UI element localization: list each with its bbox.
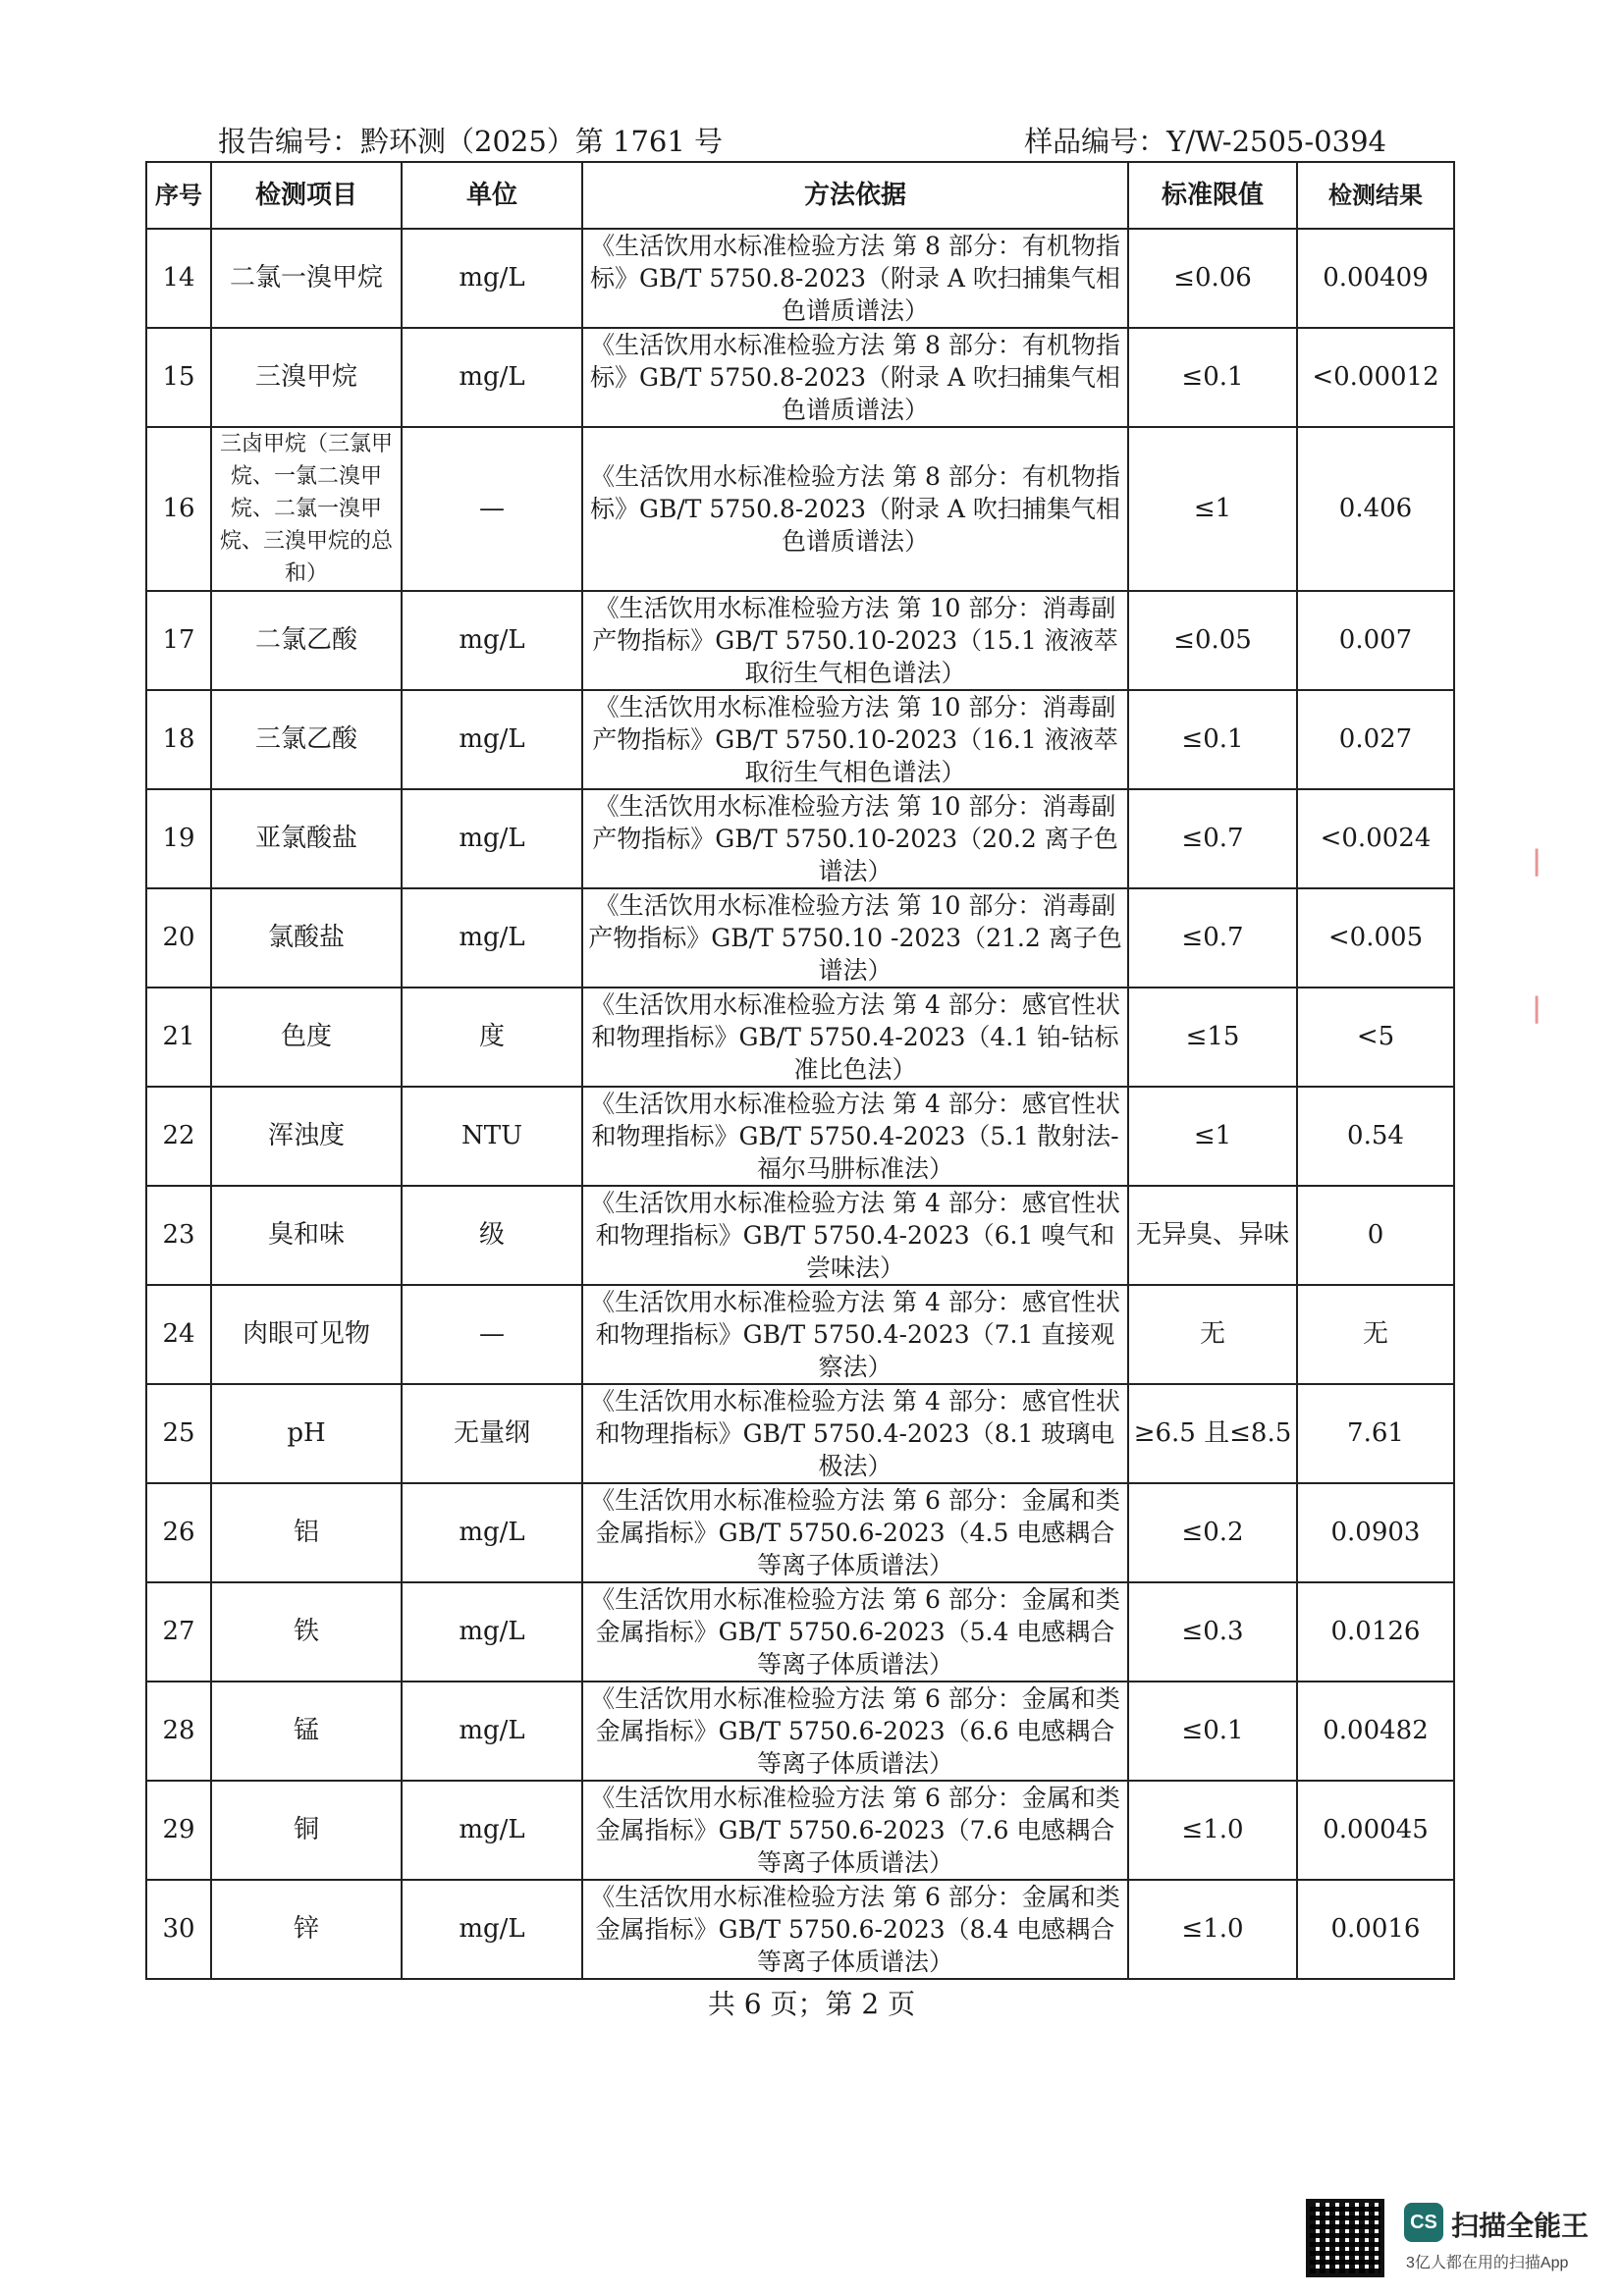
table-row (146, 427, 1454, 591)
test-item: 氯酸盐 (211, 888, 402, 988)
unit: mg/L (402, 1781, 582, 1880)
unit: 级 (402, 1186, 582, 1285)
table-row (146, 988, 1454, 1087)
method-basis: 《生活饮用水标准检验方法 第 10 部分：消毒副产物指标》GB/T 5750.10-2023（20.2 离子色谱法） (582, 789, 1128, 888)
test-result: 0.0126 (1297, 1582, 1454, 1682)
unit: mg/L (402, 229, 582, 328)
col-header-no: 序号 (146, 162, 211, 229)
table-row (146, 690, 1454, 789)
test-result: 7.61 (1297, 1384, 1454, 1483)
unit: mg/L (402, 328, 582, 427)
method-basis: 《生活饮用水标准检验方法 第 8 部分：有机物指标》GB/T 5750.8-2023（附录 A 吹扫捕集气相色谱质谱法） (582, 427, 1128, 591)
table-row (146, 1880, 1454, 1979)
test-result: 0.027 (1297, 690, 1454, 789)
method-basis: 《生活饮用水标准检验方法 第 4 部分：感官性状和物理指标》GB/T 5750.4-2023（7.1 直接观察法） (582, 1285, 1128, 1384)
method-basis: 《生活饮用水标准检验方法 第 4 部分：感官性状和物理指标》GB/T 5750.4-2023（8.1 玻璃电极法） (582, 1384, 1128, 1483)
standard-limit: 无异臭、异味 (1128, 1186, 1297, 1285)
standard-limit: ≤0.7 (1128, 789, 1297, 888)
table-row (146, 328, 1454, 427)
test-item: 三氯乙酸 (211, 690, 402, 789)
method-basis: 《生活饮用水标准检验方法 第 10 部分：消毒副产物指标》GB/T 5750.10 -2023（21.2 离子色谱法） (582, 888, 1128, 988)
test-result: <0.00012 (1297, 328, 1454, 427)
test-item: 三溴甲烷 (211, 328, 402, 427)
table-row (146, 591, 1454, 690)
row-number: 28 (146, 1682, 211, 1781)
table-row (146, 1087, 1454, 1186)
method-basis: 《生活饮用水标准检验方法 第 8 部分：有机物指标》GB/T 5750.8-2023（附录 A 吹扫捕集气相色谱质谱法） (582, 229, 1128, 328)
standard-limit: ≤0.1 (1128, 328, 1297, 427)
table-row (146, 888, 1454, 988)
row-number: 27 (146, 1582, 211, 1682)
method-basis: 《生活饮用水标准检验方法 第 4 部分：感官性状和物理指标》GB/T 5750.4-2023（5.1 散射法-福尔马肼标准法） (582, 1087, 1128, 1186)
test-result: 0.0903 (1297, 1483, 1454, 1582)
results-table (145, 161, 1455, 1980)
test-item: 色度 (211, 988, 402, 1087)
standard-limit: ≤1 (1128, 427, 1297, 591)
standard-limit: ≤0.06 (1128, 229, 1297, 328)
unit: mg/L (402, 1582, 582, 1682)
unit: mg/L (402, 888, 582, 988)
unit: 无量纲 (402, 1384, 582, 1483)
unit: mg/L (402, 1880, 582, 1979)
method-basis: 《生活饮用水标准检验方法 第 6 部分：金属和类金属指标》GB/T 5750.6-2023（7.6 电感耦合等离子体质谱法） (582, 1781, 1128, 1880)
test-result: <0.005 (1297, 888, 1454, 988)
table-header-row (146, 162, 1454, 229)
method-basis: 《生活饮用水标准检验方法 第 8 部分：有机物指标》GB/T 5750.8-2023（附录 A 吹扫捕集气相色谱质谱法） (582, 328, 1128, 427)
report-number: 报告编号：黔环测（2025）第 1761 号 (218, 125, 724, 158)
table-body (146, 229, 1454, 1979)
method-basis: 《生活饮用水标准检验方法 第 6 部分：金属和类金属指标》GB/T 5750.6-2023（6.6 电感耦合等离子体质谱法） (582, 1682, 1128, 1781)
table-row (146, 1384, 1454, 1483)
standard-limit: ≤1.0 (1128, 1880, 1297, 1979)
standard-limit: 无 (1128, 1285, 1297, 1384)
standard-limit: ≤0.1 (1128, 1682, 1297, 1781)
scanner-tagline: 3亿人都在用的扫描App (1406, 2255, 1569, 2271)
col-header-unit: 单位 (402, 162, 582, 229)
test-result: 0.406 (1297, 427, 1454, 591)
unit: mg/L (402, 591, 582, 690)
standard-limit: ≥6.5 且≤8.5 (1128, 1384, 1297, 1483)
test-result: 0.00482 (1297, 1682, 1454, 1781)
scanner-watermark (1306, 2199, 1600, 2287)
row-number: 21 (146, 988, 211, 1087)
test-item: 铝 (211, 1483, 402, 1582)
table-row (146, 229, 1454, 328)
row-number: 14 (146, 229, 211, 328)
test-item: 臭和味 (211, 1186, 402, 1285)
method-basis: 《生活饮用水标准检验方法 第 6 部分：金属和类金属指标》GB/T 5750.6-2023（4.5 电感耦合等离子体质谱法） (582, 1483, 1128, 1582)
test-result: 0.00409 (1297, 229, 1454, 328)
standard-limit: ≤0.1 (1128, 690, 1297, 789)
method-basis: 《生活饮用水标准检验方法 第 6 部分：金属和类金属指标》GB/T 5750.6-2023（8.4 电感耦合等离子体质谱法） (582, 1880, 1128, 1979)
row-number: 23 (146, 1186, 211, 1285)
report-header (218, 120, 1386, 163)
col-header-item: 检测项目 (211, 162, 402, 229)
unit: mg/L (402, 1483, 582, 1582)
row-number: 15 (146, 328, 211, 427)
row-number: 17 (146, 591, 211, 690)
test-item: 肉眼可见物 (211, 1285, 402, 1384)
row-number: 29 (146, 1781, 211, 1880)
test-result: 0.0016 (1297, 1880, 1454, 1979)
row-number: 18 (146, 690, 211, 789)
standard-limit: ≤1.0 (1128, 1781, 1297, 1880)
test-item: 浑浊度 (211, 1087, 402, 1186)
test-item: 二氯乙酸 (211, 591, 402, 690)
standard-limit: ≤0.7 (1128, 888, 1297, 988)
row-number: 24 (146, 1285, 211, 1384)
row-number: 16 (146, 427, 211, 591)
row-number: 26 (146, 1483, 211, 1582)
test-result: 0.007 (1297, 591, 1454, 690)
col-header-limit: 标准限值 (1128, 162, 1297, 229)
table-row (146, 789, 1454, 888)
unit: — (402, 427, 582, 591)
unit: mg/L (402, 1682, 582, 1781)
table-row (146, 1186, 1454, 1285)
method-basis: 《生活饮用水标准检验方法 第 4 部分：感官性状和物理指标》GB/T 5750.4-2023（6.1 嗅气和尝味法） (582, 1186, 1128, 1285)
table-row (146, 1781, 1454, 1880)
standard-limit: ≤0.2 (1128, 1483, 1297, 1582)
row-number: 25 (146, 1384, 211, 1483)
test-result: 0.00045 (1297, 1781, 1454, 1880)
standard-limit: ≤15 (1128, 988, 1297, 1087)
method-basis: 《生活饮用水标准检验方法 第 4 部分：感官性状和物理指标》GB/T 5750.4-2023（4.1 铂-钴标准比色法） (582, 988, 1128, 1087)
test-item: 铜 (211, 1781, 402, 1880)
row-number: 20 (146, 888, 211, 988)
row-number: 22 (146, 1087, 211, 1186)
sample-number: 样品编号：Y/W-2505-0394 (1024, 125, 1386, 158)
test-result: <5 (1297, 988, 1454, 1087)
standard-limit: ≤0.05 (1128, 591, 1297, 690)
method-basis: 《生活饮用水标准检验方法 第 6 部分：金属和类金属指标》GB/T 5750.6-2023（5.4 电感耦合等离子体质谱法） (582, 1582, 1128, 1682)
test-result: 无 (1297, 1285, 1454, 1384)
test-result: 0.54 (1297, 1087, 1454, 1186)
page-footer: 共 6 页；第 2 页 (707, 1988, 916, 2020)
unit: — (402, 1285, 582, 1384)
col-header-result: 检测结果 (1297, 162, 1454, 229)
test-item: 二氯一溴甲烷 (211, 229, 402, 328)
unit: 度 (402, 988, 582, 1087)
test-item: 锰 (211, 1682, 402, 1781)
table-row (146, 1285, 1454, 1384)
red-seal-fragment: | | (1532, 844, 1542, 1024)
camscanner-logo-icon: CS (1404, 2203, 1443, 2242)
test-item: 亚氯酸盐 (211, 789, 402, 888)
unit: mg/L (402, 690, 582, 789)
test-item: 三卤甲烷（三氯甲烷、一氯二溴甲烷、二氯一溴甲烷、三溴甲烷的总和） (211, 427, 402, 591)
scanner-brand: 扫描全能王 (1451, 2211, 1590, 2241)
qr-code-icon (1306, 2199, 1384, 2277)
table-row (146, 1582, 1454, 1682)
standard-limit: ≤1 (1128, 1087, 1297, 1186)
test-result: <0.0024 (1297, 789, 1454, 888)
standard-limit: ≤0.3 (1128, 1582, 1297, 1682)
test-result: 0 (1297, 1186, 1454, 1285)
test-item: 铁 (211, 1582, 402, 1682)
test-item: 锌 (211, 1880, 402, 1979)
test-item: pH (211, 1384, 402, 1483)
table-row (146, 1483, 1454, 1582)
unit: NTU (402, 1087, 582, 1186)
unit: mg/L (402, 789, 582, 888)
col-header-method: 方法依据 (582, 162, 1128, 229)
method-basis: 《生活饮用水标准检验方法 第 10 部分：消毒副产物指标》GB/T 5750.10-2023（16.1 液液萃取衍生气相色谱法） (582, 690, 1128, 789)
row-number: 19 (146, 789, 211, 888)
row-number: 30 (146, 1880, 211, 1979)
table-row (146, 1682, 1454, 1781)
method-basis: 《生活饮用水标准检验方法 第 10 部分：消毒副产物指标》GB/T 5750.10-2023（15.1 液液萃取衍生气相色谱法） (582, 591, 1128, 690)
